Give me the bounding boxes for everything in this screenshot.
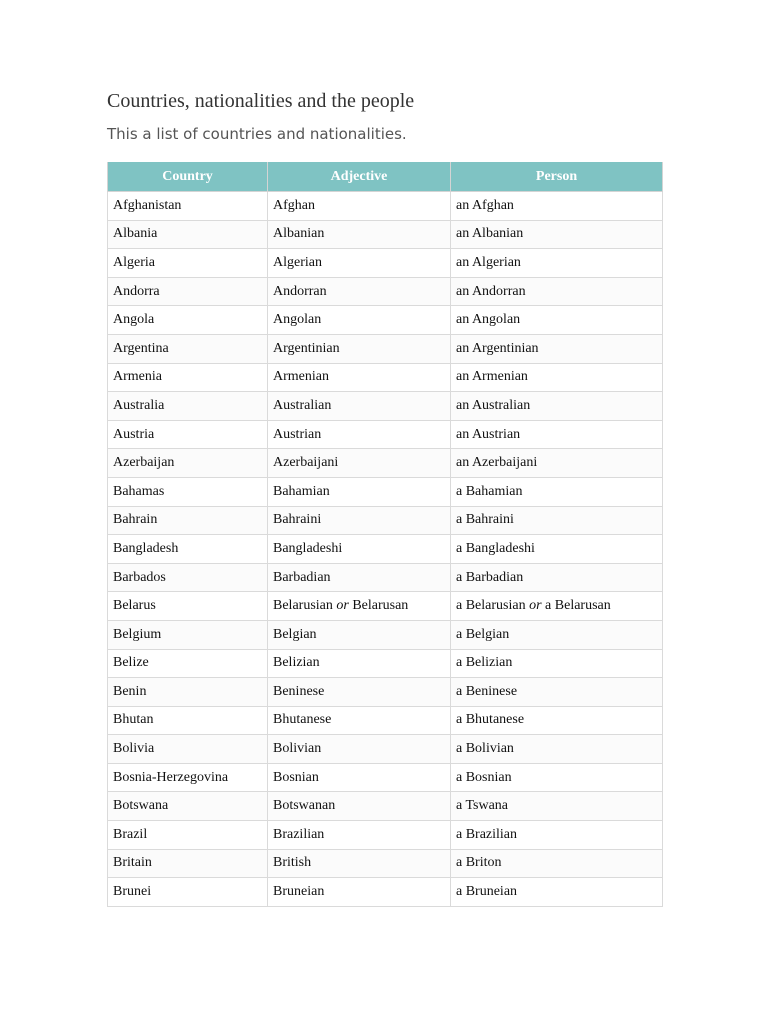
page-subtitle: This a list of countries and nationalities. <box>107 125 407 143</box>
table-row <box>108 678 663 707</box>
cell-person: a Bolivian <box>451 735 663 764</box>
cell-adjective: Azerbaijani <box>268 449 451 478</box>
cell-person: a Bhutanese <box>451 706 663 735</box>
cell-adjective: Bhutanese <box>268 706 451 735</box>
table-row <box>108 449 663 478</box>
cell-country: Belize <box>108 649 268 678</box>
or-connector: or <box>336 598 349 614</box>
cell-country: Brazil <box>108 821 268 850</box>
table-row <box>108 849 663 878</box>
cell-person: an Armenian <box>451 363 663 392</box>
table-row <box>108 620 663 649</box>
table-row <box>108 363 663 392</box>
cell-adjective: Austrian <box>268 420 451 449</box>
table-row <box>108 706 663 735</box>
cell-person: a Bangladeshi <box>451 535 663 564</box>
cell-country: Belarus <box>108 592 268 621</box>
page-title: Countries, nationalities and the people <box>107 90 415 112</box>
table-row <box>108 878 663 907</box>
cell-adjective: Bosnian <box>268 763 451 792</box>
cell-adjective: Brazilian <box>268 821 451 850</box>
cell-country: Botswana <box>108 792 268 821</box>
cell-adjective: Algerian <box>268 249 451 278</box>
cell-person: an Angolan <box>451 306 663 335</box>
table-row <box>108 277 663 306</box>
table-row <box>108 763 663 792</box>
cell-country: Azerbaijan <box>108 449 268 478</box>
table-row <box>108 306 663 335</box>
cell-person: a Bahraini <box>451 506 663 535</box>
cell-person: a Bruneian <box>451 878 663 907</box>
cell-person: an Andorran <box>451 277 663 306</box>
cell-country: Argentina <box>108 334 268 363</box>
cell-adjective: Australian <box>268 392 451 421</box>
cell-adjective: British <box>268 849 451 878</box>
table-row <box>108 334 663 363</box>
cell-adjective: Armenian <box>268 363 451 392</box>
cell-person: an Afghan <box>451 192 663 221</box>
cell-person: a Barbadian <box>451 563 663 592</box>
cell-country: Bahrain <box>108 506 268 535</box>
table-row <box>108 649 663 678</box>
table-row <box>108 735 663 764</box>
cell-adjective: Belizian <box>268 649 451 678</box>
cell-country: Bahamas <box>108 477 268 506</box>
table-row <box>108 506 663 535</box>
cell-country: Australia <box>108 392 268 421</box>
cell-adjective: Andorran <box>268 277 451 306</box>
cell-person: a Bosnian <box>451 763 663 792</box>
table-header-row <box>108 162 663 192</box>
cell-person: an Azerbaijani <box>451 449 663 478</box>
cell-person: a Briton <box>451 849 663 878</box>
or-connector: or <box>529 598 542 614</box>
cell-person: an Albanian <box>451 220 663 249</box>
cell-country: Bhutan <box>108 706 268 735</box>
cell-country: Bosnia-Herzegovina <box>108 763 268 792</box>
cell-person: a Belgian <box>451 620 663 649</box>
table-header <box>108 162 663 192</box>
cell-country: Brunei <box>108 878 268 907</box>
column-header-adjective: Adjective <box>268 162 451 192</box>
cell-country: Barbados <box>108 563 268 592</box>
cell-adjective: Angolan <box>268 306 451 335</box>
cell-person: a Tswana <box>451 792 663 821</box>
cell-adjective: Albanian <box>268 220 451 249</box>
cell-country: Britain <box>108 849 268 878</box>
cell-adjective: Argentinian <box>268 334 451 363</box>
table-row <box>108 420 663 449</box>
cell-person: an Austrian <box>451 420 663 449</box>
cell-country: Algeria <box>108 249 268 278</box>
cell-adjective: Belarusian or Belarusan <box>268 592 451 621</box>
cell-country: Bangladesh <box>108 535 268 564</box>
cell-person: a Bahamian <box>451 477 663 506</box>
cell-person: an Australian <box>451 392 663 421</box>
table-row <box>108 392 663 421</box>
cell-adjective: Afghan <box>268 192 451 221</box>
cell-person: a Beninese <box>451 678 663 707</box>
cell-country: Benin <box>108 678 268 707</box>
cell-adjective: Bolivian <box>268 735 451 764</box>
cell-adjective: Botswanan <box>268 792 451 821</box>
cell-country: Angola <box>108 306 268 335</box>
cell-adjective: Bahraini <box>268 506 451 535</box>
cell-adjective: Beninese <box>268 678 451 707</box>
table-row <box>108 249 663 278</box>
cell-country: Armenia <box>108 363 268 392</box>
table-row <box>108 192 663 221</box>
table-body <box>108 192 663 907</box>
cell-adjective: Belgian <box>268 620 451 649</box>
cell-adjective: Bangladeshi <box>268 535 451 564</box>
cell-person: a Belarusian or a Belarusan <box>451 592 663 621</box>
table-row <box>108 592 663 621</box>
cell-person: a Belizian <box>451 649 663 678</box>
cell-country: Afghanistan <box>108 192 268 221</box>
table-row <box>108 477 663 506</box>
cell-adjective: Barbadian <box>268 563 451 592</box>
cell-country: Belgium <box>108 620 268 649</box>
column-header-person: Person <box>451 162 663 192</box>
nationalities-table <box>107 162 663 907</box>
cell-person: an Argentinian <box>451 334 663 363</box>
cell-country: Austria <box>108 420 268 449</box>
table-row <box>108 821 663 850</box>
column-header-country: Country <box>108 162 268 192</box>
cell-person: an Algerian <box>451 249 663 278</box>
cell-person: a Brazilian <box>451 821 663 850</box>
cell-adjective: Bahamian <box>268 477 451 506</box>
table-row <box>108 535 663 564</box>
table-row <box>108 792 663 821</box>
table-row <box>108 563 663 592</box>
cell-country: Andorra <box>108 277 268 306</box>
cell-country: Bolivia <box>108 735 268 764</box>
cell-adjective: Bruneian <box>268 878 451 907</box>
cell-country: Albania <box>108 220 268 249</box>
table-row <box>108 220 663 249</box>
